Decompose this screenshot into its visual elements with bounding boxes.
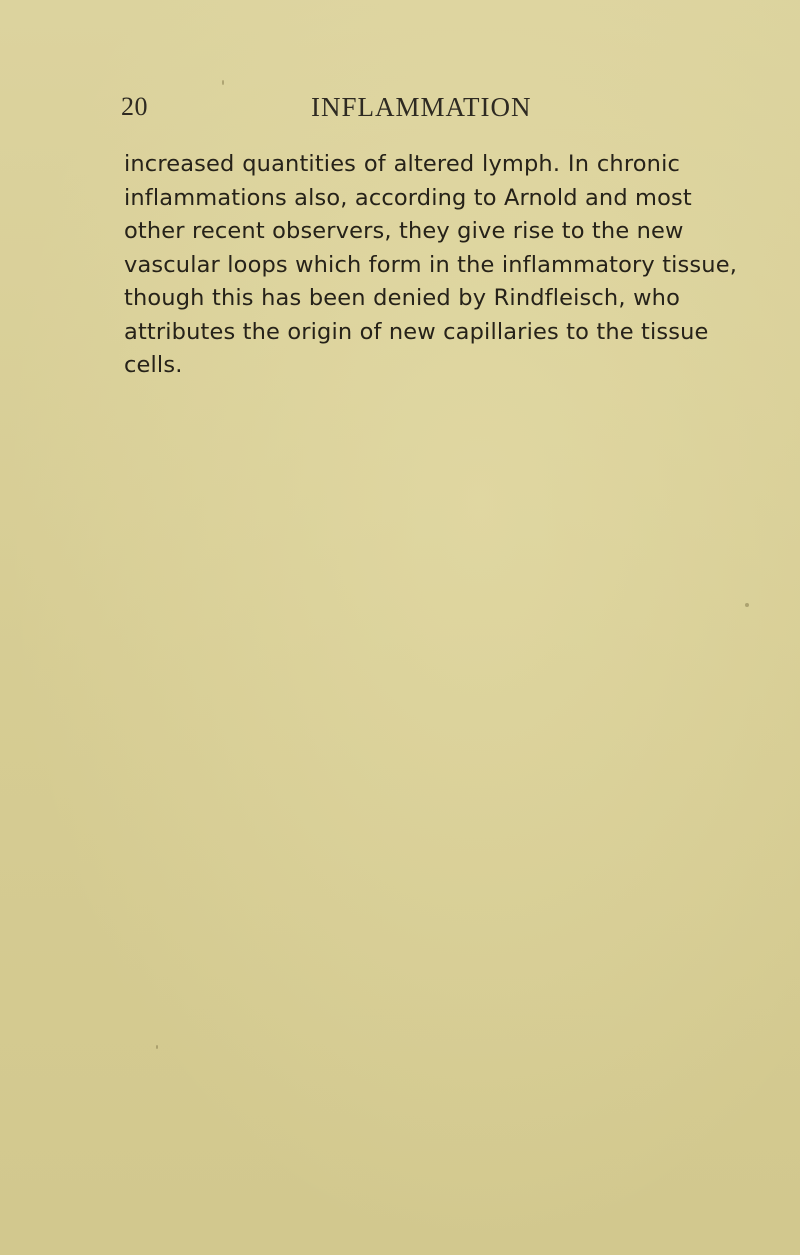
text-line: attributes the origin of new capillaries to the tissue [124,318,709,345]
paper-speck [222,80,224,85]
page-number: 20 [121,92,148,121]
text-line: cells. [124,352,183,378]
text-line: vascular loops which form in the inflammatory tissue, [124,251,738,278]
paper-speck [745,603,749,607]
text-line: increased quantities of altered lymph. In chronic [124,151,680,177]
running-head [121,92,681,132]
text-line: other recent observers, they give rise to the new [124,218,684,244]
text-line: inflammations also, according to Arnold and most [124,184,692,211]
paper-speck [156,1045,158,1049]
running-title: INFLAMMATION [311,92,532,122]
body-paragraph [124,148,738,383]
text-line: though this has been denied by Rindfleisch, who [124,285,680,311]
